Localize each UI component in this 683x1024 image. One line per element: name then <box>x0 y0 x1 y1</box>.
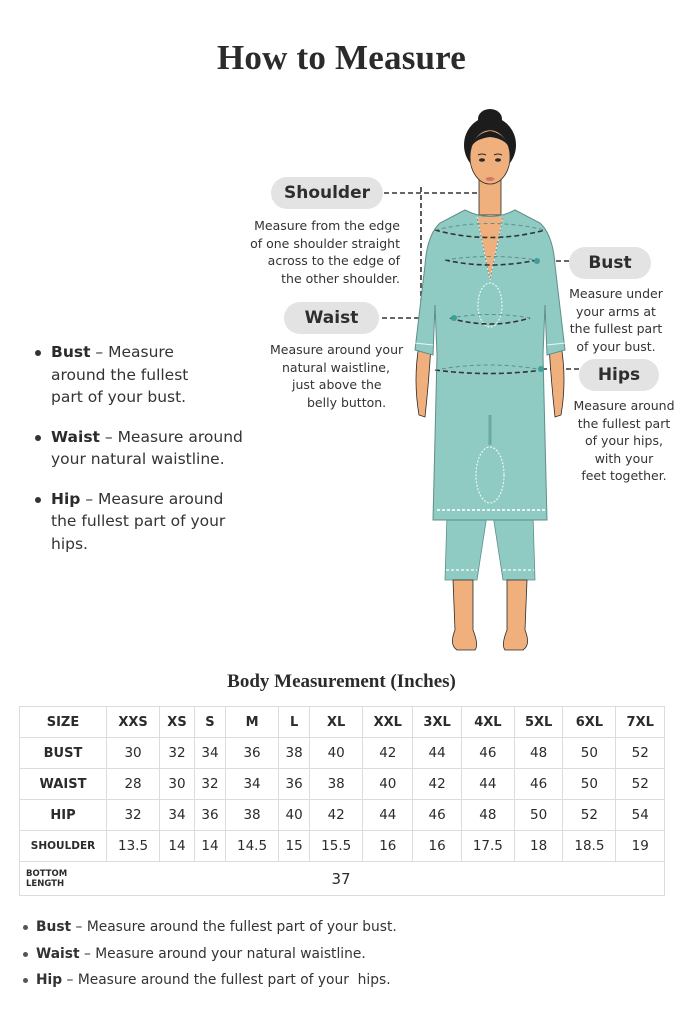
desc-line: feet together. <box>581 468 667 483</box>
shoulder-label-pill: Shoulder <box>271 177 383 209</box>
table-cell: 16 <box>363 831 413 862</box>
row-label: WAIST <box>20 769 107 800</box>
dash: – <box>99 427 118 446</box>
table-cell: 36 <box>279 769 310 800</box>
desc-line: Measure under <box>569 286 663 301</box>
bust-description <box>566 285 666 355</box>
header-cell: M <box>226 707 279 738</box>
desc-line: natural waistline, <box>282 359 390 375</box>
header-cell: 4XL <box>461 707 514 738</box>
guide-item-waist <box>34 426 264 471</box>
desc-line: Measure around <box>573 398 675 413</box>
note-text: Measure around the fullest part of your bust. <box>86 919 397 935</box>
table-cell: 34 <box>226 769 279 800</box>
note-text: Measure around the fullest part of your hips. <box>77 972 391 988</box>
table-row-bust <box>20 738 665 769</box>
table-cell: 52 <box>563 800 616 831</box>
row-label: BOTTOM LENGTH <box>20 862 107 896</box>
table-cell: 46 <box>413 800 461 831</box>
dash: – <box>80 489 98 508</box>
size-chart-table <box>19 706 665 896</box>
guide-text: Measure around <box>98 489 224 508</box>
table-cell: 32 <box>194 769 225 800</box>
desc-line: of one shoulder straight <box>250 235 400 251</box>
dash: – <box>79 945 96 962</box>
header-cell: 3XL <box>413 707 461 738</box>
table-cell: 42 <box>310 800 363 831</box>
bust-label-pill: Bust <box>569 247 651 279</box>
header-cell: XS <box>160 707 195 738</box>
table-cell: 14 <box>194 831 225 862</box>
note-term: Hip <box>36 972 63 988</box>
table-cell: 14.5 <box>226 831 279 862</box>
header-cell: 7XL <box>616 707 665 738</box>
row-label: HIP <box>20 800 107 831</box>
guide-term: Hip <box>51 489 81 508</box>
table-cell: 40 <box>310 738 363 769</box>
measure-guide-list <box>34 341 264 572</box>
table-cell: 48 <box>461 800 514 831</box>
guide-text: the fullest part of your hips. <box>51 512 226 553</box>
table-cell: 36 <box>226 738 279 769</box>
guide-item-bust <box>34 341 264 409</box>
guide-text: part of your bust. <box>51 388 187 406</box>
desc-line: belly button. <box>307 394 387 410</box>
desc-line: of your hips, <box>585 433 663 448</box>
desc-line: the fullest part <box>577 415 671 431</box>
guide-text: Measure around <box>117 427 243 446</box>
desc-line: of your bust. <box>576 338 656 354</box>
note-term: Waist <box>36 945 80 962</box>
table-cell: 13.5 <box>107 831 160 862</box>
table-cell: 19 <box>616 831 665 862</box>
table-cell: 18 <box>514 831 562 862</box>
table-cell: 38 <box>310 769 363 800</box>
guide-term: Bust <box>51 343 91 361</box>
table-cell: 46 <box>461 738 514 769</box>
table-row-hip <box>20 800 665 831</box>
table-row-bottom-length <box>20 862 665 896</box>
header-cell: S <box>194 707 225 738</box>
table-cell: 14 <box>160 831 195 862</box>
table-cell: 15 <box>279 831 310 862</box>
desc-line: Measure around your <box>270 342 404 357</box>
waist-label-pill: Waist <box>284 302 379 334</box>
row-label: SHOULDER <box>20 831 107 862</box>
note-text: Measure around your natural waistline. <box>95 945 366 962</box>
table-cell: 46 <box>514 769 562 800</box>
table-cell: 34 <box>160 800 195 831</box>
desc-line: with your <box>594 450 654 466</box>
dash: – <box>62 972 78 988</box>
guide-item-hip <box>34 488 264 556</box>
desc-line: the fullest part <box>569 321 663 336</box>
table-cell: 30 <box>107 738 160 769</box>
header-cell: 5XL <box>514 707 562 738</box>
table-cell: 44 <box>461 769 514 800</box>
table-cell: 42 <box>413 769 461 800</box>
desc-line: just above the <box>292 377 382 392</box>
woman-figure-illustration <box>395 105 585 660</box>
header-cell: XXS <box>107 707 160 738</box>
table-cell: 52 <box>616 738 665 769</box>
guide-text: around the fullest <box>51 365 189 384</box>
header-cell: 6XL <box>563 707 616 738</box>
header-cell: SIZE <box>20 707 107 738</box>
table-cell: 38 <box>226 800 279 831</box>
table-cell: 40 <box>279 800 310 831</box>
table-cell: 15.5 <box>310 831 363 862</box>
hips-description <box>572 397 676 485</box>
note-bust <box>22 918 662 936</box>
table-cell: 28 <box>107 769 160 800</box>
note-term: Bust <box>36 919 72 935</box>
guide-term: Waist <box>51 427 100 446</box>
note-hip <box>22 971 662 989</box>
table-cell: 44 <box>363 800 413 831</box>
guide-text: your natural waistline. <box>51 450 225 468</box>
table-cell: 50 <box>514 800 562 831</box>
table-cell: 54 <box>616 800 665 831</box>
shoulder-description <box>240 217 400 287</box>
row-label: BUST <box>20 738 107 769</box>
table-cell: 42 <box>363 738 413 769</box>
table-cell: 32 <box>160 738 195 769</box>
header-cell: XXL <box>363 707 413 738</box>
table-cell: 40 <box>363 769 413 800</box>
table-cell: 32 <box>107 800 160 831</box>
table-cell: 34 <box>194 738 225 769</box>
desc-line: your arms at <box>576 303 656 319</box>
hips-label-pill: Hips <box>579 359 659 391</box>
guide-text: Measure <box>108 343 174 361</box>
desc-line: the other shoulder. <box>281 270 400 286</box>
table-cell: 50 <box>563 769 616 800</box>
table-cell: 48 <box>514 738 562 769</box>
table-cell: 52 <box>616 769 665 800</box>
waist-description <box>262 341 407 411</box>
table-cell: 36 <box>194 800 225 831</box>
dash: – <box>71 919 87 935</box>
dash: – <box>90 343 109 361</box>
bullet-icon <box>35 435 41 441</box>
desc-line: Measure from the edge <box>254 218 400 233</box>
measurement-notes <box>22 918 662 998</box>
bullet-icon <box>23 925 28 930</box>
bullet-icon <box>23 978 28 983</box>
desc-line: across to the edge of <box>267 253 400 268</box>
page-title: How to Measure <box>216 38 467 77</box>
table-title: Body Measurement (Inches) <box>227 671 456 692</box>
table-cell: 17.5 <box>461 831 514 862</box>
table-row-waist <box>20 769 665 800</box>
table-cell: 37 <box>107 862 665 896</box>
note-waist <box>22 945 662 963</box>
header-cell: L <box>279 707 310 738</box>
table-cell: 18.5 <box>563 831 616 862</box>
table-cell: 38 <box>279 738 310 769</box>
header-cell: XL <box>310 707 363 738</box>
table-cell: 44 <box>413 738 461 769</box>
bullet-icon <box>35 497 41 503</box>
bullet-icon <box>35 350 41 356</box>
table-cell: 16 <box>413 831 461 862</box>
table-header-row <box>20 707 665 738</box>
table-row-shoulder <box>20 831 665 862</box>
bullet-icon <box>23 952 28 957</box>
table-cell: 50 <box>563 738 616 769</box>
table-cell: 30 <box>160 769 195 800</box>
